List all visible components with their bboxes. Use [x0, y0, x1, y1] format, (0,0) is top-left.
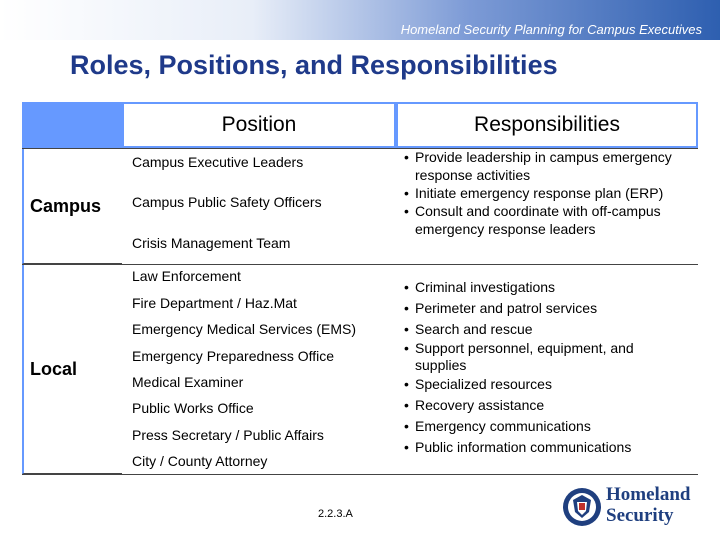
position-item: City / County Attorney: [132, 453, 268, 469]
position-item: Campus Executive Leaders: [132, 154, 304, 170]
position-item: Law Enforcement: [132, 268, 241, 284]
row-separator: [22, 264, 698, 265]
column-header-responsibilities: Responsibilities: [398, 104, 696, 146]
campus-responsibilities-list: [404, 148, 700, 238]
row-label-campus: [22, 148, 122, 264]
list-item: • Support personnel, equipment, and supplies: [404, 340, 684, 374]
header-title: Homeland Security Planning for Campus Executives: [400, 22, 702, 37]
row-label-local: [22, 264, 122, 474]
row-label-local-text: Local: [30, 358, 78, 379]
logo-line2: Security: [606, 505, 674, 526]
slide-title: Roles, Positions, and Responsibilities: [70, 50, 558, 80]
list-item: • Criminal investigations: [404, 277, 684, 298]
list-item: • Specialized resources: [404, 374, 684, 395]
homeland-security-logo: [562, 484, 712, 532]
list-item: • Initiate emergency response plan (ERP): [404, 184, 700, 202]
list-item: • Provide leadership in campus emergency response activities: [404, 148, 700, 184]
position-item: Fire Department / Haz.Mat: [132, 295, 297, 311]
logo-text: [606, 484, 690, 526]
dhs-seal-icon: [562, 484, 602, 530]
list-item: • Consult and coordinate with off-campus emergency response leaders: [404, 202, 700, 238]
column-header-position: Position: [124, 104, 394, 146]
slide-code: 2.2.3.A: [318, 508, 353, 520]
list-item: • Emergency communications: [404, 416, 684, 437]
position-item: Campus Public Safety Officers: [132, 194, 322, 210]
logo-line1: Homeland: [606, 484, 691, 505]
position-item: Press Secretary / Public Affairs: [132, 427, 324, 443]
list-item: • Search and rescue: [404, 319, 684, 340]
list-item: • Recovery assistance: [404, 395, 684, 416]
position-item: Crisis Management Team: [132, 235, 291, 251]
position-item: Emergency Preparedness Office: [132, 348, 335, 364]
list-item: • Public information communications: [404, 437, 684, 458]
position-item: Medical Examiner: [132, 374, 244, 390]
row-label-campus-text: Campus: [30, 195, 102, 216]
local-responsibilities-list: [404, 277, 684, 458]
position-item: Public Works Office: [132, 400, 254, 416]
row-separator: [22, 474, 698, 475]
list-item: • Perimeter and patrol services: [404, 298, 684, 319]
position-item: Emergency Medical Services (EMS): [132, 321, 357, 337]
